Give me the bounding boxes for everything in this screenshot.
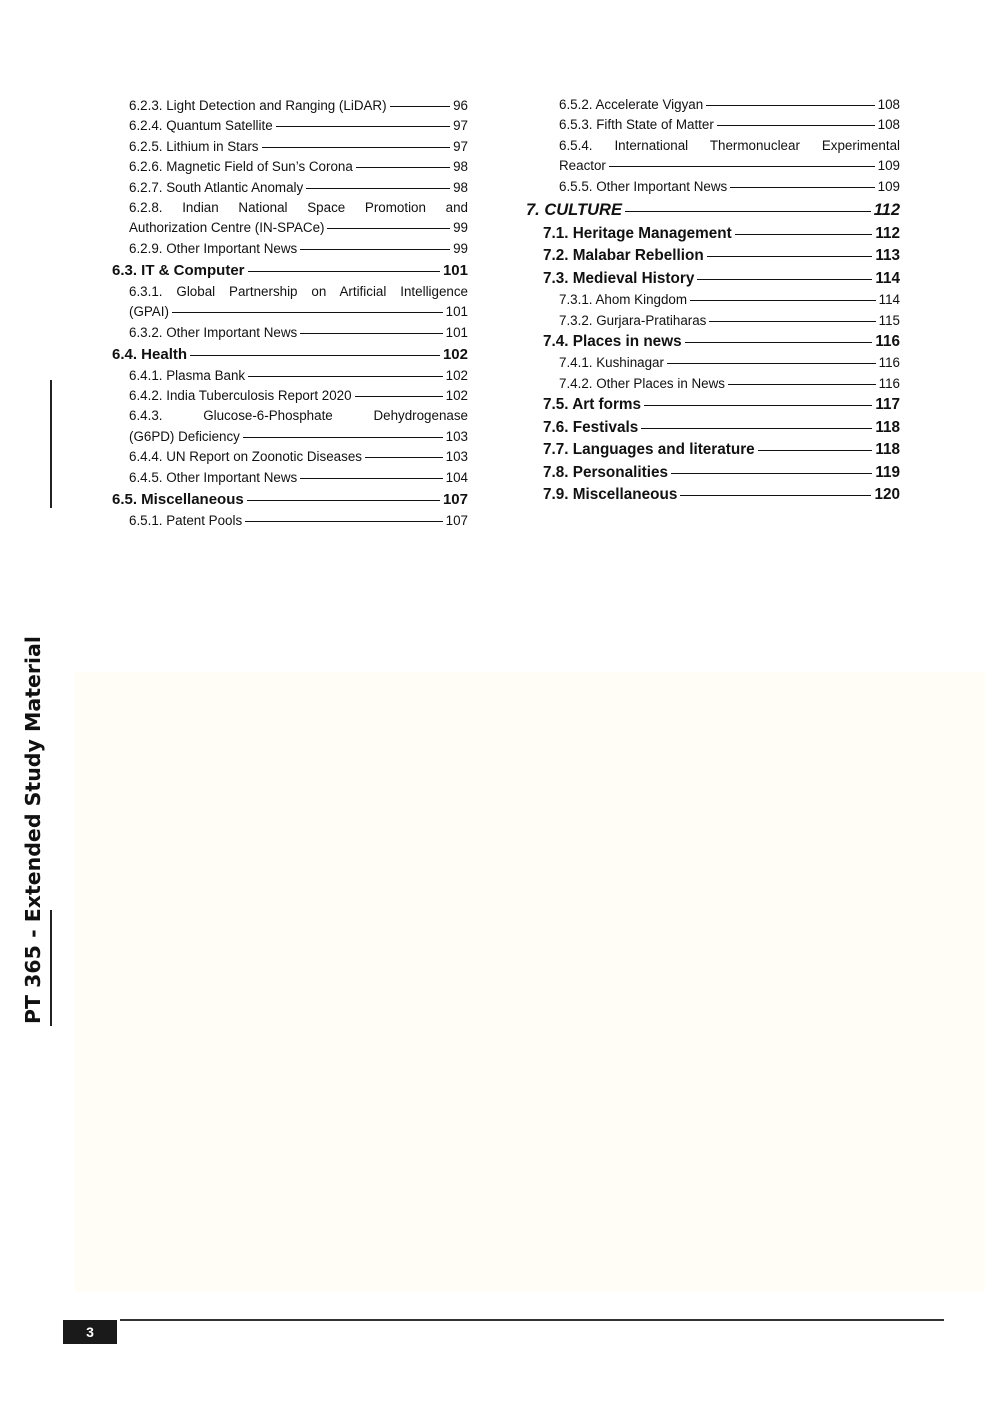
- toc-leader-line: [355, 396, 443, 397]
- toc-page-number: 102: [442, 346, 468, 364]
- toc-entry[interactable]: [112, 406, 468, 447]
- toc-entry[interactable]: [112, 116, 468, 136]
- toc-entry[interactable]: [112, 366, 468, 386]
- toc-entry-title: (GPAI): [129, 304, 169, 320]
- toc-page-number: 97: [453, 138, 468, 154]
- toc-entry[interactable]: [526, 136, 900, 177]
- toc-page-number: 114: [875, 269, 900, 287]
- toc-leader-line: [680, 495, 871, 496]
- toc-entry[interactable]: [112, 343, 468, 366]
- toc-entry[interactable]: [526, 268, 900, 290]
- toc-entry[interactable]: [112, 198, 468, 239]
- toc-entry-title: 6.3.2. Other Important News: [129, 324, 298, 340]
- toc-entry[interactable]: [112, 178, 468, 198]
- toc-leader-line: [262, 147, 451, 148]
- toc-entry-title: 7.5. Art forms: [543, 396, 642, 414]
- toc-page-number: 117: [875, 396, 900, 414]
- toc-page-number: 99: [453, 240, 468, 256]
- toc-leader-line: [172, 312, 443, 313]
- toc-entry[interactable]: [526, 439, 900, 461]
- toc-page-number: 119: [875, 463, 900, 481]
- toc-entry-title: 7.9. Miscellaneous: [543, 485, 678, 503]
- toc-entry-title: 6.4.2. India Tuberculosis Report 2020: [129, 388, 352, 404]
- toc-entry[interactable]: [112, 282, 468, 323]
- toc-page-number: 101: [445, 324, 468, 340]
- toc-entry[interactable]: [526, 223, 900, 245]
- toc-entry-title: 7.4.1. Kushinagar: [559, 355, 664, 371]
- toc-page-number: 104: [445, 469, 468, 485]
- toc-entry[interactable]: [112, 96, 468, 116]
- toc-entry-title: 6.2.6. Magnetic Field of Sun’s Corona: [129, 159, 353, 175]
- toc-leader-line: [365, 457, 443, 458]
- toc-page-number: 112: [873, 201, 900, 220]
- toc-entry-title: 6.4. Health: [112, 346, 188, 364]
- toc-leader-line: [245, 521, 443, 522]
- toc-leader-line: [306, 188, 450, 189]
- toc-entry[interactable]: [526, 197, 900, 223]
- toc-page-number: 118: [875, 418, 900, 436]
- toc-leader-line: [706, 105, 874, 106]
- toc-entry-title-line: 6.5.4. International Thermonuclear Experimental: [559, 137, 900, 153]
- toc-page-number: 98: [453, 179, 468, 195]
- toc-leader-line: [730, 187, 874, 188]
- toc-entry-title: 6.5.1. Patent Pools: [129, 512, 243, 528]
- toc-entry-title: 7.3.2. Gurjara-Pratiharas: [559, 312, 707, 328]
- toc-entry-title: 6.3. IT & Computer: [112, 262, 245, 280]
- toc-page-number: 97: [453, 118, 468, 134]
- toc-entry[interactable]: [112, 239, 468, 259]
- toc-entry-title: 6.4.4. UN Report on Zoonotic Diseases: [129, 449, 362, 465]
- toc-entry-title: 7.1. Heritage Management: [543, 225, 732, 243]
- toc-page-number: 118: [875, 441, 900, 459]
- toc-entry[interactable]: [526, 177, 900, 197]
- toc-entry-title: 7.3.1. Ahom Kingdom: [559, 292, 688, 308]
- toc-entry-title: 7.3. Medieval History: [543, 269, 695, 287]
- toc-entry[interactable]: [526, 245, 900, 267]
- toc-leader-line: [300, 249, 450, 250]
- toc-page-number: 108: [877, 117, 900, 133]
- toc-page-number: 116: [875, 333, 900, 351]
- toc-page-number: 120: [874, 485, 900, 503]
- toc-page-number: 116: [878, 375, 900, 391]
- toc-entry-title: 6.5. Miscellaneous: [112, 491, 244, 509]
- toc-entry-title: 6.5.3. Fifth State of Matter: [559, 117, 714, 133]
- toc-entry-title: 6.5.2. Accelerate Vigyan: [559, 97, 704, 112]
- toc-page-number: 96: [453, 98, 468, 113]
- sidebar-title: PT 365 - Extended Study Material: [21, 636, 45, 1024]
- toc-entry[interactable]: [526, 331, 900, 353]
- toc-leader-line: [190, 355, 440, 356]
- toc-entry[interactable]: [112, 386, 468, 406]
- toc-leader-line: [247, 500, 440, 501]
- toc-leader-line: [609, 166, 875, 167]
- toc-page-number: 108: [877, 97, 900, 112]
- toc-leader-line: [728, 384, 876, 385]
- toc-leader-line: [717, 125, 875, 126]
- toc-entry-title: 6.2.4. Quantum Satellite: [129, 118, 273, 134]
- toc-page-number: 102: [445, 367, 468, 383]
- toc-page-number: 99: [453, 220, 468, 236]
- toc-page-number: 102: [445, 388, 468, 404]
- toc-entry[interactable]: [526, 290, 900, 310]
- toc-page-number: 101: [445, 304, 468, 320]
- toc-entry[interactable]: [526, 353, 900, 373]
- toc-page-number: 103: [445, 428, 468, 444]
- toc-entry-title: 7.7. Languages and literature: [543, 441, 755, 459]
- toc-page-number: 107: [442, 491, 468, 509]
- toc-entry-title: 7.6. Festivals: [543, 418, 639, 436]
- toc-leader-line: [248, 376, 443, 377]
- toc-page-number: 116: [878, 355, 900, 371]
- toc-page-number: 113: [875, 247, 900, 265]
- toc-entry-title: 6.2.5. Lithium in Stars: [129, 138, 259, 154]
- toc-leader-line: [243, 437, 443, 438]
- toc-entry[interactable]: [112, 259, 468, 282]
- toc-page-number: 107: [445, 512, 468, 528]
- toc-leader-line: [248, 271, 440, 272]
- toc-entry[interactable]: [526, 311, 900, 331]
- toc-entry-title: 7.4. Places in news: [543, 333, 682, 351]
- toc-entry[interactable]: [112, 137, 468, 157]
- toc-entry-title: 6.4.5. Other Important News: [129, 469, 298, 485]
- toc-entry[interactable]: [112, 447, 468, 467]
- toc-leader-line: [300, 333, 442, 334]
- toc-entry-title: 6.2.7. South Atlantic Anomaly: [129, 179, 304, 195]
- toc-entry[interactable]: [526, 462, 900, 484]
- toc-entry[interactable]: [112, 157, 468, 177]
- toc-entry[interactable]: [112, 511, 468, 531]
- toc-right-column: [526, 95, 900, 506]
- toc-page-number: 112: [875, 225, 900, 243]
- toc-leader-line: [327, 228, 450, 229]
- toc-entry-title: (G6PD) Deficiency: [129, 428, 240, 444]
- toc-leader-line: [276, 126, 450, 127]
- toc-page-number: 101: [442, 262, 468, 280]
- toc-entry-title: 6.2.9. Other Important News: [129, 240, 298, 256]
- toc-page-number: 98: [453, 159, 468, 175]
- toc-page-number: 109: [877, 178, 900, 194]
- toc-leader-line: [707, 256, 873, 257]
- toc-page-number: 103: [445, 449, 468, 465]
- toc-leader-line: [667, 363, 876, 364]
- toc-leader-line: [625, 211, 871, 212]
- toc-entry[interactable]: [112, 488, 468, 511]
- toc-leader-line: [300, 478, 442, 479]
- toc-leader-line: [685, 342, 873, 343]
- toc-leader-line: [644, 405, 872, 406]
- toc-entry-title: 7. CULTURE: [526, 201, 622, 220]
- toc-entry-title: Reactor: [559, 158, 606, 174]
- toc-entry-title: 7.8. Personalities: [543, 463, 668, 481]
- background-tint: [75, 672, 985, 1292]
- toc-entry[interactable]: [112, 323, 468, 343]
- toc-entry-title: Authorization Centre (IN-SPACe): [129, 220, 325, 236]
- toc-page-number: 114: [878, 292, 900, 308]
- toc-entry-title: 7.2. Malabar Rebellion: [543, 247, 704, 265]
- toc-entry-title-line: 6.3.1. Global Partnership on Artificial Intelligence: [129, 283, 468, 299]
- toc-leader-line: [758, 450, 873, 451]
- toc-page-number: 109: [877, 158, 900, 174]
- toc-entry-title-line: 6.2.8. Indian National Space Promotion and: [129, 200, 468, 216]
- toc-leader-line: [697, 279, 872, 280]
- sidebar-rule-bottom: [50, 910, 52, 1026]
- toc-entry-title-line: 6.4.3. Glucose-6-Phosphate Dehydrogenase: [129, 408, 468, 424]
- sidebar-rule-top: [50, 380, 52, 508]
- toc-left-column: [112, 96, 468, 531]
- toc-entry-title: 6.4.1. Plasma Bank: [129, 367, 246, 383]
- toc-leader-line: [709, 321, 875, 322]
- toc-leader-line: [390, 106, 451, 107]
- toc-leader-line: [735, 234, 873, 235]
- toc-entry[interactable]: [526, 417, 900, 439]
- toc-leader-line: [671, 473, 872, 474]
- toc-entry-title: 6.2.3. Light Detection and Ranging (LiDAR): [129, 98, 387, 113]
- toc-entry-title: 7.4.2. Other Places in News: [559, 375, 725, 391]
- footer-rule: [120, 1319, 944, 1321]
- toc-entry[interactable]: [526, 115, 900, 135]
- toc-entry[interactable]: [526, 484, 900, 506]
- toc-entry[interactable]: [112, 468, 468, 488]
- toc-leader-line: [641, 428, 872, 429]
- toc-entry[interactable]: [526, 95, 900, 115]
- toc-entry[interactable]: [526, 374, 900, 394]
- toc-leader-line: [356, 167, 450, 168]
- toc-entry[interactable]: [526, 394, 900, 416]
- toc-entry-title: 6.5.5. Other Important News: [559, 178, 728, 194]
- toc-page-number: 115: [878, 312, 900, 328]
- toc-leader-line: [690, 300, 876, 301]
- page-number-badge: 3: [63, 1320, 117, 1344]
